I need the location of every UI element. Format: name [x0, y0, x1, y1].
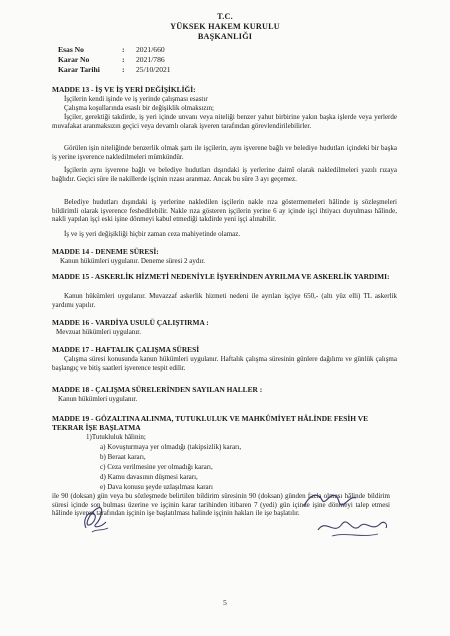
m13-line7: İş ve iş yeri değişikliği hiçbir zaman ceza mahiyetinde olamaz.	[64, 230, 241, 238]
m16-text: Mevzuat hükümleri uygulanır.	[56, 328, 141, 336]
m13-para6: Belediye hudutları dışındaki iş yerlerine nakledilen işçilerin nakle rıza göstermemeleri hâlinde iş sözleşmeleri bildirimli olarak işverence feshedilebilir. Nakle rıza gösteren işçilerin yerine 6 ay içinde işçi ihtiyacı duyulması hâlinde, nakli yapılan işçi eski işine dönmeyi kabul etmediği takdirde yeni işçi alınabilir.	[52, 198, 397, 224]
m19-item-d: d) Kamu davasının düşmesi kararı,	[100, 473, 198, 481]
m13-line1: İşçilerin kendi işinde ve iş yerinde çalışması esastır	[64, 95, 208, 103]
m14-title: MADDE 14 - DENEME SÜRESİ:	[52, 247, 159, 256]
m15-title: MADDE 15 - ASKERLİK HİZMETİ NEDENİYLE İŞYERİNDEN AYRILMA VE ASKERLİK YARDIMI:	[52, 272, 390, 281]
m14-text: Kanun hükümleri uygulanır. Deneme süresi 2 aydır.	[60, 257, 206, 265]
m13-title: MADDE 13 - İŞ VE İŞ YERİ DEĞİŞİKLİĞİ:	[52, 85, 196, 94]
m19-line1: 1)Tutukluluk hâlinin;	[86, 433, 146, 441]
karar-label: Karar No	[58, 55, 90, 64]
tarih-value: 25/10/2021	[136, 65, 171, 74]
header-org: YÜKSEK HAKEM KURULU	[170, 22, 280, 31]
m15-text: Kanun hükümleri uygulanır. Muvazzaf askerlik hizmeti nedeni ile ayrılan işçiye 650,- (altı yüz elli) TL askerlik yardımı yapılır.	[52, 292, 397, 309]
m19-item-e: e) Dava konusu şeyde uzlaşılması kararı	[100, 483, 213, 491]
tarih-label: Karar Tarihi	[58, 65, 100, 74]
m13-para3: İşçiler, gerektiği takdirde, iş yeri içinde unvanı veya niteliği benzer yahut birbirine yakın başka işlerde veya yerlerde muvafakat aranmaksızın geçici veya devamlı olarak işveren tarafından görevlendirilebilirler.	[52, 113, 397, 130]
m19-title: MADDE 19 - GÖZALTINA ALINMA, TUTUKLULUK VE MAHKÛMİYET HÂLİNDE FESİH VE TEKRAR İŞE BAŞLATMA	[52, 414, 368, 432]
karar-colon: :	[122, 55, 125, 64]
handwritten-signature-right-top	[300, 486, 360, 516]
m13-para5: İşçilerin aynı işverene bağlı ve belediye hudutları dışındaki iş yerlerine daimî olarak nakledilmeleri yazılı rızaya bağlıdır. Geçici süre ile nakillerde işçinin rızası aranmaz. Ancak bu süre 3 ayı geçemez.	[52, 166, 397, 183]
handwritten-signature-right-bottom	[312, 514, 392, 542]
esas-value: 2021/660	[136, 45, 165, 54]
m13-line2: Çalışma koşullarında esaslı bir değişiklik olmaksızın;	[64, 104, 214, 112]
esas-colon: :	[122, 45, 125, 54]
handwritten-signature-left	[78, 498, 116, 538]
meta-tarih	[58, 65, 171, 74]
header-dept: BAŞKANLIĞI	[197, 32, 253, 41]
page-number: 5	[223, 598, 227, 607]
m13-para4: Görülen işin niteliğinde benzerlik olmak şartı ile işçilerin, aynı işverene bağlı ve belediye hudutları içindeki bir başka iş yerine işverence nakledilmeleri mümkündür.	[52, 144, 397, 161]
meta-esas	[58, 45, 165, 54]
header-tc: T.C.	[217, 12, 233, 21]
meta-karar	[58, 55, 165, 64]
m17-text: Çalışma süresi konusunda kanun hükümleri uygulanır. Haftalık çalışma süresinin günlere dağılımı ve günlük çalışma başlangıç ve bitiş saatleri işverence tespit edilir.	[52, 355, 397, 372]
tarih-colon: :	[122, 65, 125, 74]
esas-label: Esas No	[58, 45, 84, 54]
karar-value: 2021/786	[136, 55, 165, 64]
m19-item-b: b) Beraat kararı,	[100, 453, 146, 461]
m17-title: MADDE 17 - HAFTALIK ÇALIŞMA SÜRESİ	[52, 345, 200, 354]
m19-item-c: c) Ceza verilmesine yer olmadığı kararı,	[100, 463, 213, 471]
m18-title: MADDE 18 - ÇALIŞMA SÜRELERİNDEN SAYILAN HALLER :	[52, 385, 263, 394]
m18-text: Kanun hükümleri uygulanır.	[58, 395, 138, 403]
m19-item-a: a) Kovuşturmaya yer olmadığı (takipsizlik) kararı,	[100, 443, 242, 451]
m19-para: ile 90 (doksan) gün veya bu sözleşmede belirtilen bildirim süresinin 90 (doksan) günden fazla olması hâlinde bildirim süresi içinde son bulması üzerine ve işçinin karar tarihinden itibaren 7 (yedi) gün içinde işine dönmeyi talep etmesi hâlinde işveren tarafından işçinin işe başlatılması halinde işçinin hakları ile işe başlatılır.	[52, 492, 390, 518]
m16-title: MADDE 16 - VARDİYA USULÜ ÇALIŞTIRMA :	[52, 318, 209, 327]
